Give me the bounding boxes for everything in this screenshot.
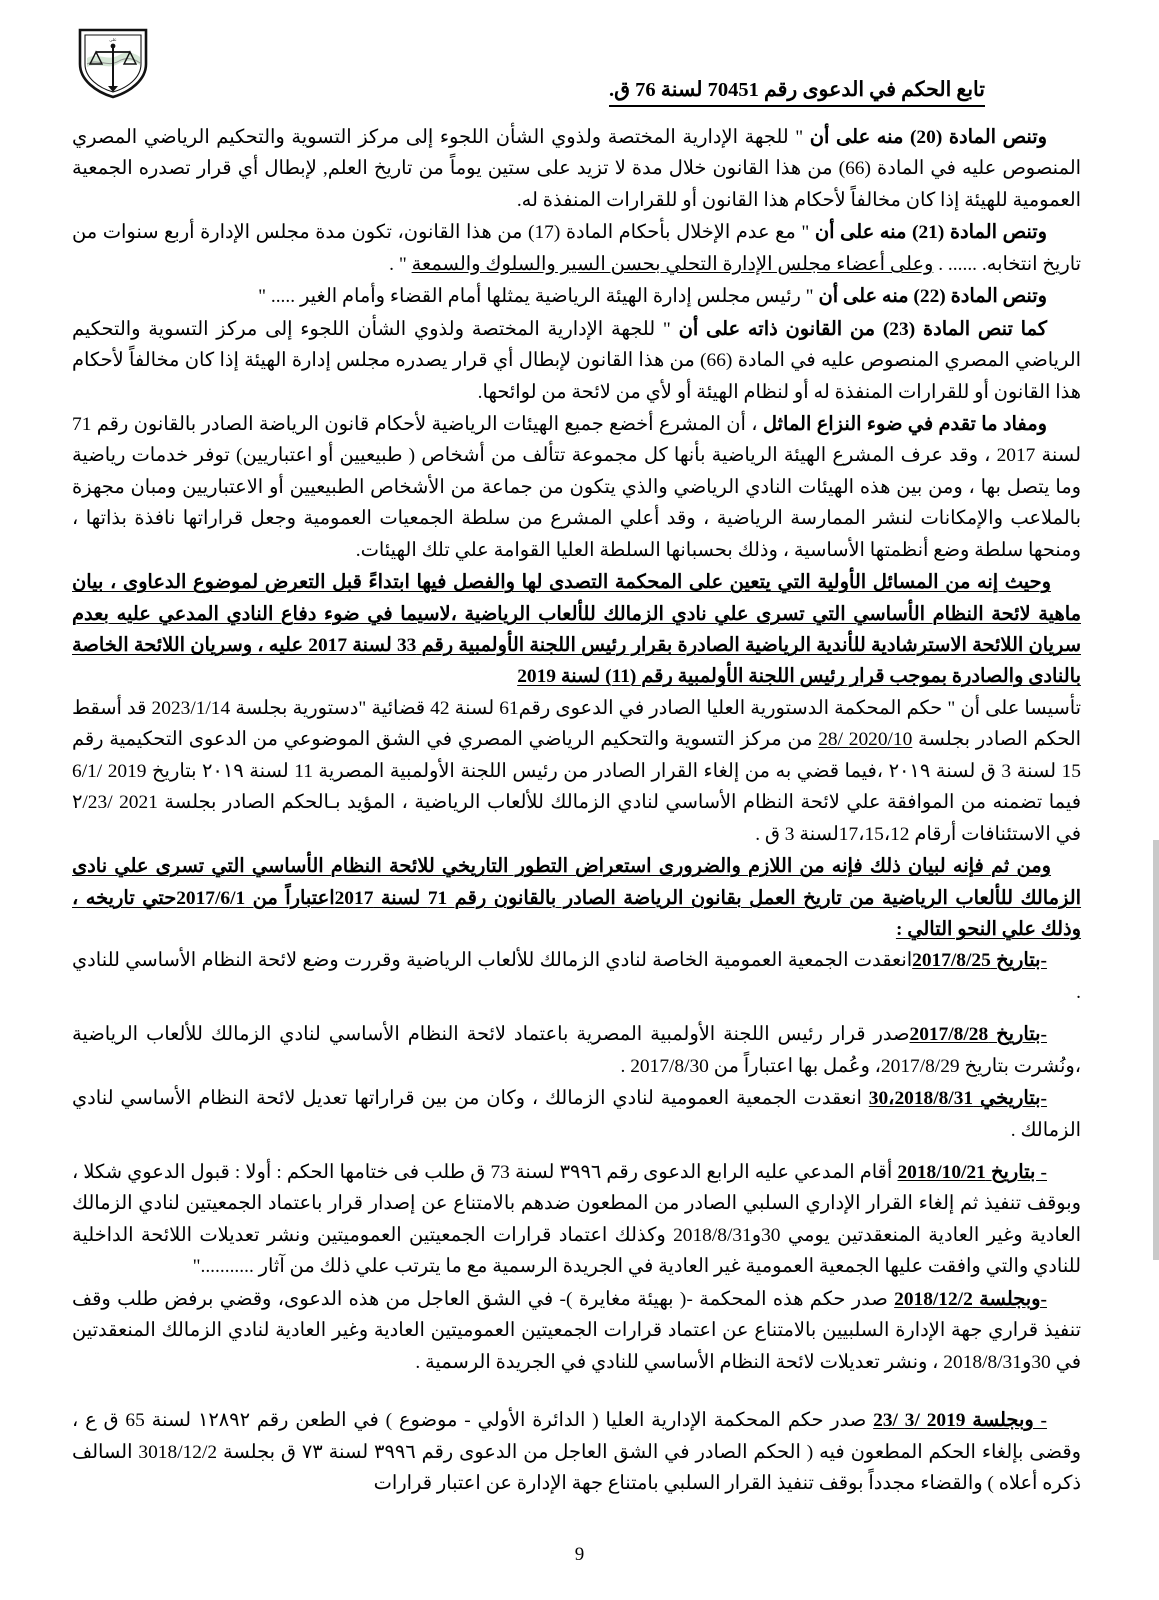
timeline-date-2: 2017/8/28 bbox=[909, 1024, 989, 1046]
timeline-text-4: أقام المدعي عليه الرابع الدعوى رقم ٣٩٩٦ لسنة 73 ق طلب فى ختامها الحكم : أولا : قبول الدعوي شكلا ، وبوقف تنفيذ ثم إلغاء القرار الإداري السلبي الصادر من المطعون ضدهم بالامتناع عن إصدار قرار باعتماد الجمعيتين لنادي الزمالك العادية وغير العادية المنعقدتين يومي 30و2018/8/31 وكذلك اعتماد قرارات الجمعيتين العموميتين ونشر تعديلات اللائحة الداخلية للنادي والتي وافقت عليها الجمعية العمومية غير العادية في الجريدة الرسمية مع ما يترتب علي ذلك من آثار ..........." bbox=[72, 1162, 1082, 1278]
timeline-date-3: 2018/8/31 bbox=[894, 1088, 974, 1110]
timeline-text-6: صدر حكم المحكمة الإدارية العليا ( الدائرة الأولي - موضوع ) في الطعن رقم ١٢٨٩٢ لسنة 65 ق ع ، وقضى بإلغاء الحكم المطعون فيه ( الحكم الصادر في الشق العاجل من الدعوى رقم ٣٩٩٦ لسنة ٧٣ ق بجلسة 3018/12/2 السالف ذكره أعلاه ) والقضاء مجدداً بوقف تنفيذ القرار السلبي بامتناع جهة الإدارة عن اعتبار قرارات bbox=[72, 1410, 1081, 1494]
page-number: 9 bbox=[574, 1544, 585, 1565]
timeline-date-1: 2017/8/25 bbox=[912, 950, 991, 972]
constitutional-ruling-paragraph bbox=[72, 693, 1081, 850]
timeline-entry-6 bbox=[72, 1405, 1081, 1499]
scan-edge-artifact bbox=[1153, 840, 1159, 1260]
timeline-date-4: 2018/10/21 bbox=[897, 1162, 986, 1183]
timeline-lead-6: - وبجلسة bbox=[965, 1410, 1047, 1432]
timeline-entry-4 bbox=[72, 1157, 1081, 1283]
timeline-text-2: صدر قرار رئيس اللجنة الأولمبية المصرية باعتماد لائحة النظام الأساسي لنادي الزمالك للألعاب الرياضية ،ونُشرت بتاريخ 2017/8/29، وعُمل بها اعتباراً من 2017/8/30 . bbox=[72, 1024, 1081, 1077]
reasoning-paragraph bbox=[72, 409, 1081, 566]
article-22-paragraph bbox=[72, 281, 1081, 312]
timeline-text-1: انعقدت الجمعية العمومية الخاصة لنادي الزمالك للألعاب الرياضية وقررت وضع لائحة النظام الأساسي للنادي . bbox=[72, 950, 1081, 1003]
timeline-entry-3 bbox=[72, 1083, 1081, 1146]
article-22-lead: وتنص المادة (22) منه على أن bbox=[813, 286, 1047, 308]
article-20-body: " للجهة الإدارية المختصة ولذوي الشأن اللجوء إلى مركز التسوية والتحكيم الرياضي المصري المنصوص عليه في المادة (66) من هذا القانون خلال مدة لا تزيد على ستين يوماً من تاريخ العلم, لإبطال أي قرار تصدره الجمعية العمومية للهيئة إذا كان مخالفاً لأحكام هذا القانون أو للقرارات المنفذة له. bbox=[72, 127, 1081, 211]
article-20-lead: وتنص المادة (20) منه على أن bbox=[803, 127, 1048, 148]
emphasis-block-two-tail: ، وذلك علي النحو التالي : bbox=[72, 887, 1081, 940]
spacer bbox=[72, 1379, 1081, 1405]
article-21-underlined-clause: وعلى أعضاء مجلس الإدارة التحلي بحسن السير والسلوك والسمعة bbox=[411, 253, 934, 275]
svg-text:على: على bbox=[109, 37, 117, 42]
timeline-lead-1: -بتاريخ bbox=[990, 950, 1047, 972]
constitutional-session-date: 2020/10 /28 bbox=[818, 729, 913, 751]
timeline-lead-4: - بتاريخ bbox=[985, 1162, 1047, 1183]
article-21-paragraph bbox=[72, 217, 1081, 280]
constitutional-text-a: تأسيسا على أن " حكم المحكمة الدستورية العليا الصادر في الدعوى رقم61 لسنة 42 قضائية "دستورية بجلسة 2023/1/14 قد أسقط الحكم الصادر بجلسة bbox=[72, 697, 1082, 751]
reasoning-lead: ومفاد ما تقدم في ضوء النزاع الماثل bbox=[762, 413, 1047, 435]
constitutional-text-b: من مركز التسوية والتحكيم الرياضي المصري في الشق الموضوعي من الدعوى التحكيمية رقم 15 لسنة 3 ق لسنة ٢٠١٩ ،فيما قضي به من إلغاء القرار الصادر من رئيس اللجنة الأولمبية المصرية 11 لسنة ٢٠١٩ بتاريخ 2019 /6/1 فيما تضمنه من الموافقة علي لائحة النظام الأساسي لنادي الزمالك للألعاب الرياضية ، المؤيد بـالحكم الصادر بجلسة 2021 /٢/23 في الاستئنافات أرقام 17،15،12لسنة 3 ق . bbox=[72, 729, 1081, 845]
article-23-paragraph bbox=[72, 314, 1081, 408]
emphasis-block-two bbox=[72, 851, 1081, 945]
timeline-lead-3: -بتاريخي 30، bbox=[868, 1088, 1048, 1110]
emphasis-block-one: وحيث إنه من المسائل الأولية التي يتعين على المحكمة التصدى لها والفصل فيها ابتداءً قبل التعرض لموضوع الدعاوى ، بيان ماهية لائحة النظام الأساسي التي تسرى علي نادي الزمالك للألعاب الرياضية ،لاسيما في ضوء دفاع النادي المدعي عليه بعدم سريان اللائحة الاسترشادية للأندية الرياضية الصادرة بقرار رئيس اللجنة الأولمبية رقم 33 لسنة 2017 عليه ، وسريان اللائحة الخاصة بالنادى والصادرة بموجب قرار رئيس اللجنة الأولمبية رقم (11) لسنة 2019 bbox=[72, 572, 1081, 688]
court-emblem bbox=[74, 24, 152, 100]
article-21-lead: وتنص المادة (21) منه على أن bbox=[809, 222, 1047, 244]
article-21-body-tail: " . bbox=[389, 253, 412, 275]
timeline-date-6: 2019 /3 /23 bbox=[873, 1410, 966, 1432]
page-title bbox=[527, 78, 1067, 107]
timeline-lead-5: -وبجلسة bbox=[972, 1288, 1047, 1310]
article-23-lead: كما تنص المادة (23) من القانون ذاته على أن bbox=[670, 318, 1048, 340]
document-body bbox=[72, 122, 1081, 1500]
article-22-body: " رئيس مجلس إدارة الهيئة الرياضية يمثلها أمام القضاء وأمام الغير ..... " bbox=[258, 286, 814, 308]
emphasis-block-two-text: ومن ثم فإنه لبيان ذلك فإنه من اللازم والضرورى استعراض التطور التاريخي للائحة النظام الأساسي التي تسرى علي نادى الزمالك للألعاب الرياضية من تاريخ العمل بقانون الرياضة الصادر بالقانون رقم 71 لسنة 2017اعتباراً من 2017/6/1حتي تاريخه bbox=[72, 856, 1082, 909]
scales-of-justice-shield-icon bbox=[74, 24, 152, 100]
timeline-entry-2 bbox=[72, 1019, 1081, 1082]
timeline-text-3: انعقدت الجمعية العمومية لنادي الزمالك ، وكان من بين قراراتها تعديل لائحة النظام الأساسي لنادي الزمالك . bbox=[72, 1088, 1081, 1141]
timeline-entry-1 bbox=[72, 945, 1081, 1008]
spacer bbox=[72, 1009, 1081, 1019]
article-20-paragraph bbox=[72, 122, 1081, 216]
timeline-text-5: صدر حكم هذه المحكمة -( بهيئة مغايرة )- في الشق العاجل من هذه الدعوى، وقضي برفض طلب وقف تنفيذ قراري جهة الإدارة السلبيين بالامتناع عن اعتماد قرارات الجمعيتين العموميتين العادية وغير العادية لنادي الزمالك المنعقدتين في 30و2018/8/31 ، ونشر تعديلات لائحة النظام الأساسي للنادي في الجريدة الرسمية . bbox=[72, 1288, 1081, 1373]
article-21-body-a: " مع عدم الإخلال بأحكام المادة (17) من هذا القانون، تكون مدة مجلس الإدارة أربع سنوات من تاريخ انتخابه. ...... . bbox=[72, 222, 1081, 275]
spacer bbox=[72, 1147, 1081, 1157]
page-title-text: تابع الحكم في الدعوى رقم 70451 لسنة 76 ق. bbox=[609, 78, 985, 107]
timeline-lead-2: -بتاريخ bbox=[988, 1024, 1047, 1046]
timeline-entry-5 bbox=[72, 1284, 1081, 1378]
reasoning-text: ، أن المشرع أخضع جميع الهيئات الرياضية لأحكام قانون الرياضة الصادر بالقانون رقم 71 لسنة 2017 ، وقد عرف المشرع الهيئة الرياضية بأنها كل مجموعة تتألف من أشخاص ( طبيعيين أو اعتباريين) توفر خدمات رياضية وما يتصل بها ، ومن بين هذه الهيئات النادي الرياضي والذي يتكون من جماعة من الأشخاص الطبيعيين أو الاعتباريين ومبان مجهزة بالملاعب والإمكانات لنشر الممارسة الرياضية ، وقد أعلي المشرع من سلطة الجمعيات العمومية وجعل قراراتها نافذة بذاتها ، ومنحها سلطة وضع أنظمتها الأساسية ، وذلك بحسبانها السلطة العليا القوامة علي تلك الهيئات. bbox=[72, 413, 1081, 561]
timeline-date-5: 2018/12/2 bbox=[894, 1288, 973, 1310]
article-23-body: " للجهة الإدارية المختصة ولذوي الشأن اللجوء إلى مركز التسوية والتحكيم الرياضي المصري المنصوص عليه في المادة (66) من هذا القانون لإبطال أي قرار يصدره مجلس إدارة الهيئة إذا كان مخالفاً لأحكام هذا القانون أو للقرارات المنفذة له أو لنظام الهيئة أو لأي من لائحة من لوائحها. bbox=[72, 318, 1082, 403]
